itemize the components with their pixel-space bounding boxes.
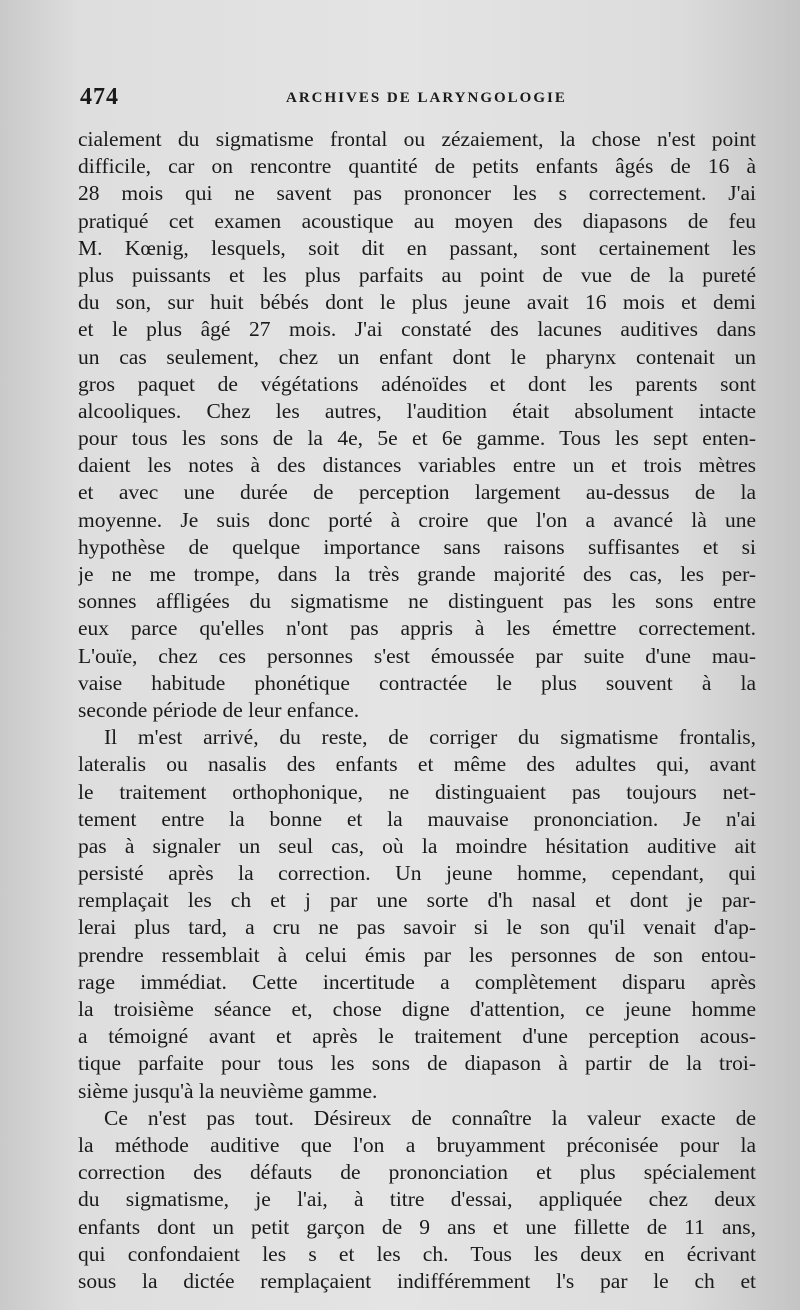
text-line: un cas seulement, chez un enfant dont le pharynx contenait un (78, 344, 756, 369)
text-line: sième jusqu'à la neuvième gamme. (78, 1078, 378, 1103)
text-line: lateralis ou nasalis des enfants et même des adultes qui, avant (78, 752, 756, 777)
text-line: du sigmatisme, je l'ai, à titre d'essai, appliquée chez deux (78, 1187, 756, 1212)
text-line: pas à signaler un seul cas, où la moindre hésitation auditive ait (78, 833, 756, 858)
text-line: qui confondaient les s et les ch. Tous les deux en écrivant (78, 1241, 756, 1266)
text-line: pratiqué cet examen acoustique au moyen des diapasons de feu (78, 208, 756, 233)
text-line: Il m'est arrivé, du reste, de corriger du sigmatisme frontalis, (104, 725, 756, 750)
text-line: hypothèse de quelque importance sans raisons suffisantes et si (78, 534, 756, 559)
text-line: rage immédiat. Cette incertitude a complètement disparu après (78, 969, 756, 994)
text-line: sonnes affligées du sigmatisme ne distinguent pas les sons entre (78, 589, 756, 614)
text-line: L'ouïe, chez ces personnes s'est émoussée par suite d'une mau- (78, 643, 756, 668)
text-line: du son, sur huit bébés dont le plus jeune avait 16 mois et demi (78, 290, 756, 315)
text-line: moyenne. Je suis donc porté à croire que l'on a avancé là une (78, 507, 756, 532)
text-line: tement entre la bonne et la mauvaise prononciation. Je n'ai (78, 806, 756, 831)
text-line: persisté après la correction. Un jeune homme, cependant, qui (78, 861, 756, 886)
text-line: 28 mois qui ne savent pas prononcer les s correctement. J'ai (78, 181, 756, 206)
text-line: pour tous les sons de la 4e, 5e et 6e gamme. Tous les sept enten- (78, 426, 756, 451)
text-line: alcooliques. Chez les autres, l'audition était absolument intacte (78, 398, 756, 423)
text-line: sous la dictée remplaçaient indifféremment l's par le ch et (78, 1268, 756, 1293)
text-line: M. Kœnig, lesquels, soit dit en passant, sont certainement les (78, 235, 756, 260)
text-line: difficile, car on rencontre quantité de petits enfants âgés de 16 à (78, 154, 756, 179)
text-line: eux parce qu'elles n'ont pas appris à les émettre correctement. (78, 616, 756, 641)
body-text (78, 126, 756, 1295)
text-line: et avec une durée de perception largement au-dessus de la (78, 480, 756, 505)
text-line: je ne me trompe, dans la très grande majorité des cas, les per- (78, 562, 756, 586)
text-line: vaise habitude phonétique contractée le plus souvent à la (78, 670, 756, 695)
text-line: Ce n'est pas tout. Désireux de connaître la valeur exacte de (104, 1105, 756, 1130)
text-line: correction des défauts de prononciation et plus spécialement (78, 1160, 756, 1185)
page-header (80, 84, 760, 116)
text-line: la troisième séance et, chose digne d'attention, ce jeune homme (78, 997, 756, 1021)
text-line: a témoigné avant et après le traitement d'une perception acous- (78, 1024, 756, 1049)
text-line: enfants dont un petit garçon de 9 ans et une fillette de 11 ans, (78, 1214, 756, 1239)
text-line: daient les notes à des distances variables entre un et trois mètres (78, 453, 756, 478)
running-head: ARCHIVES DE LARYNGOLOGIE (286, 90, 567, 106)
text-line: tique parfaite pour tous les sons de diapason à partir de la troi- (78, 1051, 756, 1076)
text-line: et le plus âgé 27 mois. J'ai constaté des lacunes auditives dans (78, 317, 756, 342)
text-line: cialement du sigmatisme frontal ou zézaiement, la chose n'est point (78, 127, 756, 151)
text-line: lerai plus tard, a cru ne pas savoir si le son qu'il venait d'ap- (78, 915, 756, 940)
text-line: plus puissants et les plus parfaits au point de vue de la pureté (78, 262, 756, 287)
text-line: gros paquet de végétations adénoïdes et dont les parents sont (78, 371, 756, 396)
text-line: prendre ressemblait à celui émis par les personnes de son entou- (78, 942, 756, 967)
text-line: seconde période de leur enfance. (78, 697, 360, 722)
text-line: la méthode auditive que l'on a bruyamment préconisée pour la (78, 1132, 756, 1157)
text-line: remplaçait les ch et j par une sorte d'h nasal et dont je par- (78, 888, 756, 913)
text-line: le traitement orthophonique, ne distinguaient pas toujours net- (78, 779, 756, 804)
page-number: 474 (80, 84, 119, 110)
